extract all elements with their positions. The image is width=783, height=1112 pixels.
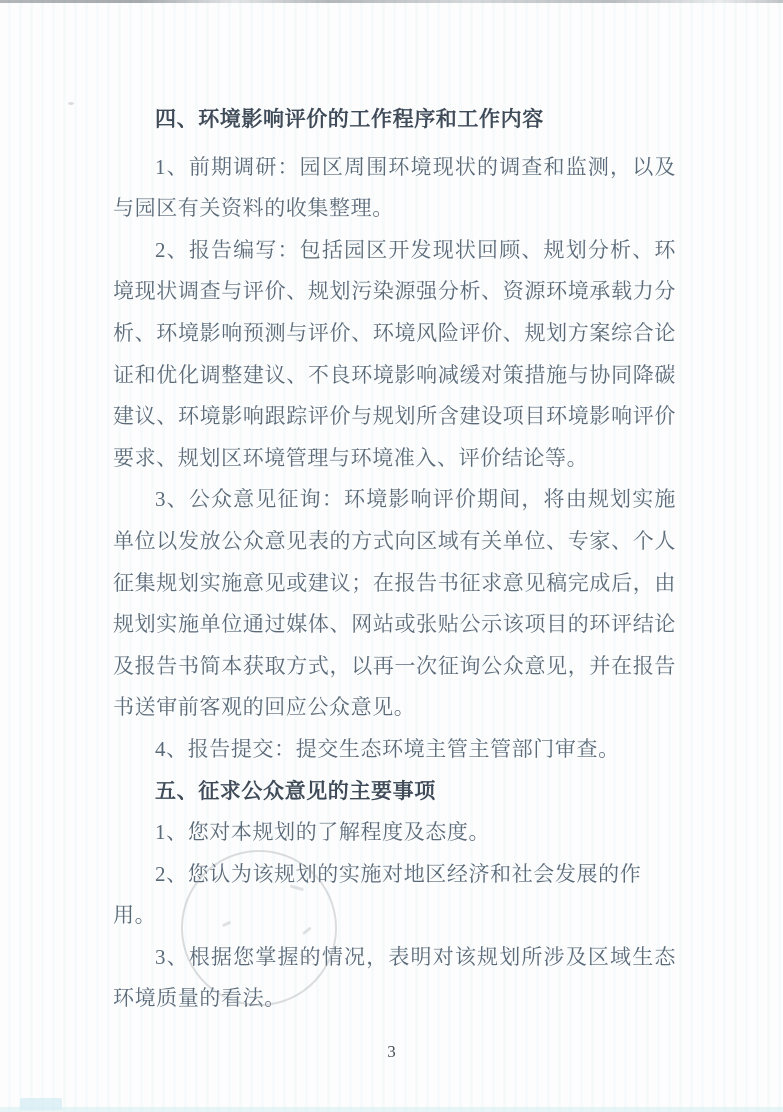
seal-stamp-mark (290, 884, 304, 891)
list-item-understanding-attitude: 1、您对本规划的了解程度及态度。 (155, 820, 491, 845)
paragraph-public-opinion-consultation: 3、公众意见征询：环境影响评价期间，将由规划实施单位以发放公众意见表的方式向区域有关单位、专家、个人征集规划实施意见或建议；在报告书征求意见稿完成后，由规划实施单位通过媒体、网站或张贴公示该项目的环评结论及报告书简本获取方式，以再一次征询公众意见，并在报告书送审前客观的回应公众意见。 (113, 487, 676, 720)
scan-artifact-bottom-edge (0, 1107, 783, 1112)
section-heading-work-procedure: 四、环境影响评价的工作程序和工作内容 (155, 108, 544, 131)
seal-stamp-mark (302, 927, 312, 936)
section-heading-public-opinion-items: 五、征求公众意见的主要事项 (155, 779, 436, 803)
paragraph-preliminary-research: 1、前期调研：园区周围环境现状的调查和监测，以及与园区有关资料的收集整理。 (113, 154, 676, 221)
paragraph-report-writing: 2、报告编写：包括园区开发现状回顾、规划分析、环境现状调查与评价、规划污染源强分析、资源环境承载力分析、环境影响预测与评价、环境风险评价、规划方案综合论证和优化调整建议、不良环境影响减缓对策措施与协同降碳建议、环境影响跟踪评价与规划所含建设项目环境影响评价要求、规划区环境管理与环境准入、评价结论等。 (113, 237, 676, 470)
page-number: 3 (387, 1042, 396, 1061)
scan-artifact-speck (68, 102, 74, 105)
scan-artifact-top-edge (0, 0, 783, 3)
seal-stamp-mark (300, 953, 312, 962)
list-item-eco-environment-quality-view: 3、根据您掌握的情况，表明对该规划所涉及区域生态环境质量的看法。 (113, 944, 676, 1011)
seal-stamp-mark (222, 921, 231, 928)
list-item-economic-social-effect: 2、您认为该规划的实施对地区经济和社会发展的作用。 (113, 861, 642, 928)
paragraph-report-submission: 4、报告提交：提交生态环境主管主管部门审查。 (155, 736, 620, 761)
